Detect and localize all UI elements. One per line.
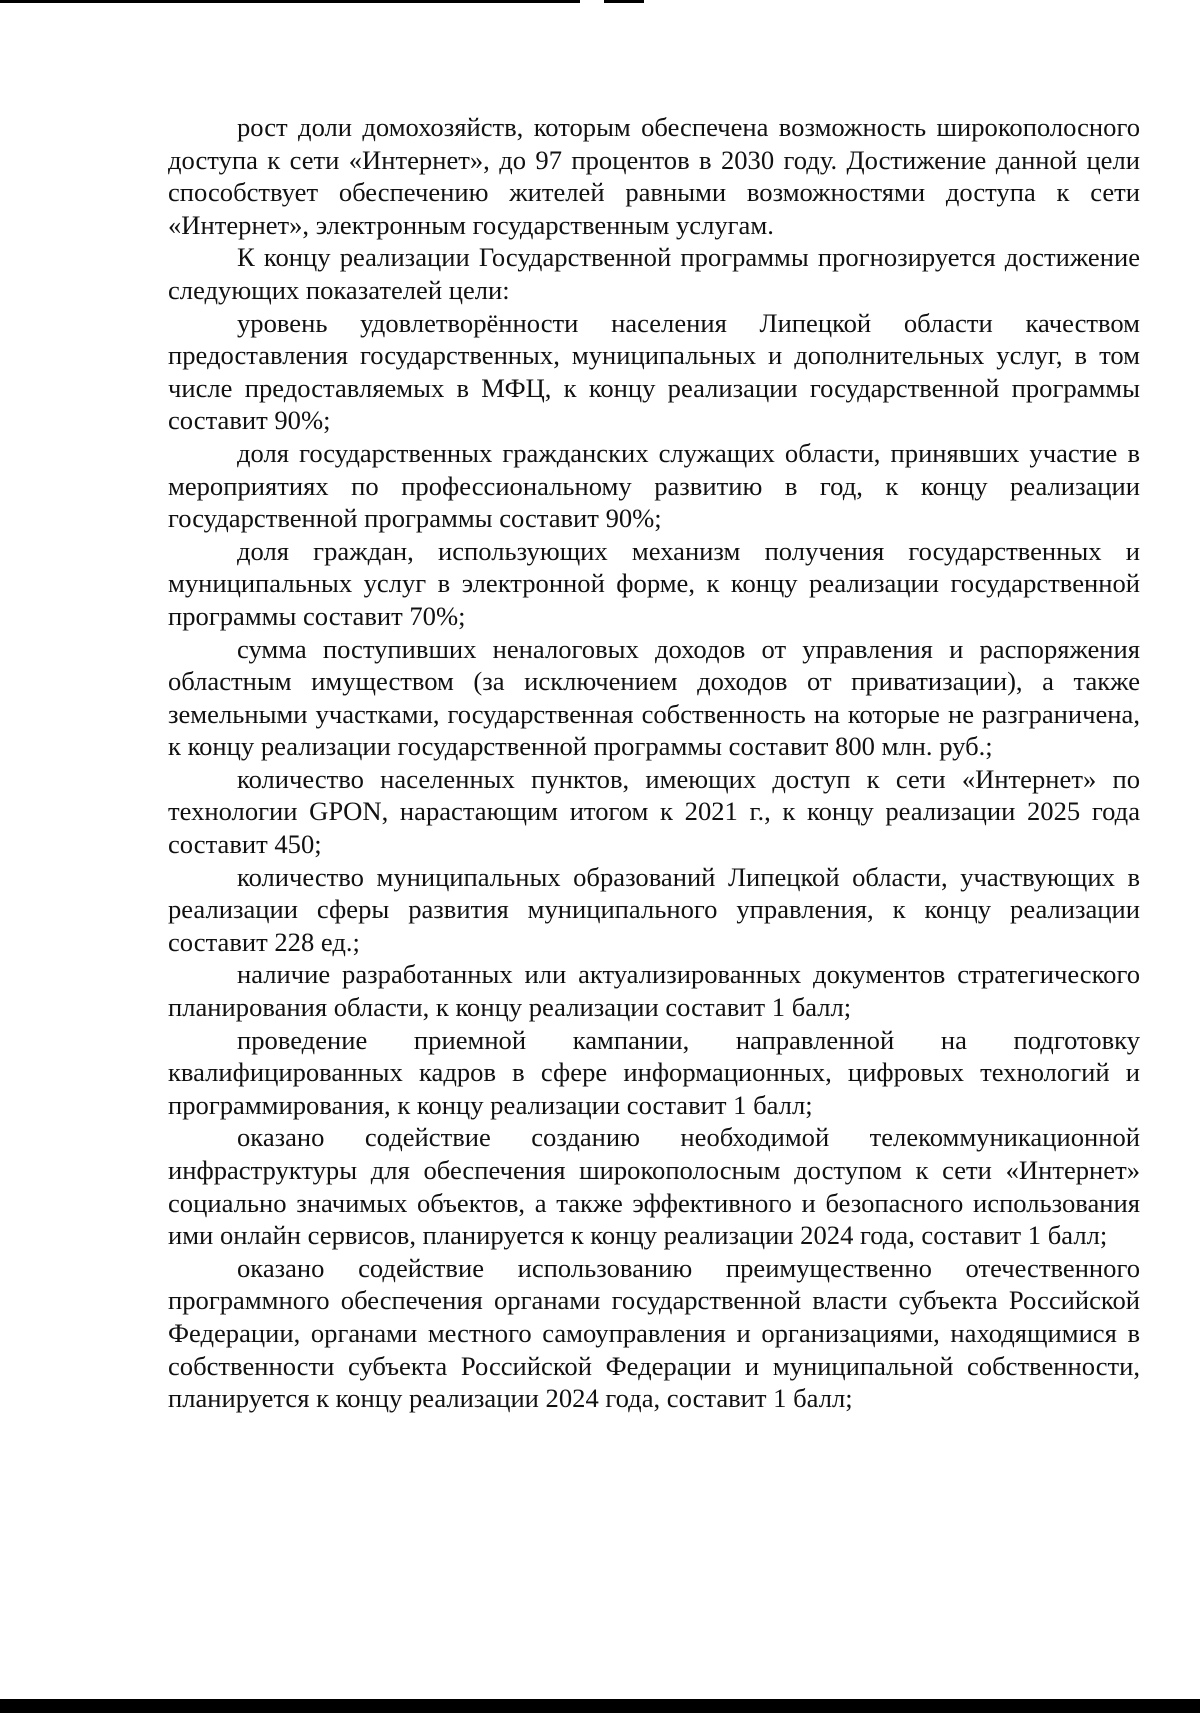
paragraph-admission-campaign: проведение приемной кампании, направленной на подготовку квалифицированных кадров в сфере информационных, цифровых технологий и программирования, к концу реализации составит 1 балл; xyxy=(168,1024,1140,1120)
paragraph-satisfaction-level: уровень удовлетворённости населения Липецкой области качеством предоставления государственных, муниципальных и дополнительных услуг, в том числе предоставляемых в МФЦ, к концу реализации государственной программы составит 90%; xyxy=(168,307,1140,436)
paragraph-electronic-services: доля граждан, использующих механизм получения государственных и муниципальных услуг в электронной форме, к концу реализации государственной программы составит 70%; xyxy=(168,535,1140,631)
paragraph-telecom-infrastructure: оказано содействие созданию необходимой телекоммуникационной инфраструктуры для обеспечения широкополосным доступом к сети «Интернет» социально значимых объектов, а также эффективного и безопасного использования ими онлайн сервисов, планируется к концу реализации 2024 года, составит 1 балл; xyxy=(168,1122,1140,1251)
paragraph-broadband-households: рост доли домохозяйств, которым обеспечена возможность широкополосного доступа к сети «Интернет», до 97 процентов в 2030 году. Достижение данной цели способствует обеспечению жителей равными возможностями доступа к сети «Интернет», электронным государственным услугам. xyxy=(168,112,1140,240)
paragraph-non-tax-revenue: сумма поступивших неналоговых доходов от управления и распоряжения областным имуществом (за исключением доходов от приватизации), а также земельными участками, государственная собственность на которые не разграничена, к концу реализации государственной программы составит 800 млн. руб.; xyxy=(168,633,1140,762)
scan-bottom-edge-bar xyxy=(0,1699,1200,1713)
paragraph-civil-servants-training: доля государственных гражданских служащих области, принявших участие в мероприятиях по профессиональному развитию в год, к концу реализации государственной программы составит 90%; xyxy=(168,437,1140,534)
paragraph-strategic-planning: наличие разработанных или актуализированных документов стратегического планирования области, к концу реализации составит 1 балл; xyxy=(168,959,1140,1023)
document-page xyxy=(168,111,1140,1415)
paragraph-domestic-software: оказано содействие использованию преимущественно отечественного программного обеспечения органами государственной власти субъекта Российской Федерации, органами местного самоуправления и организациями, находящимися в собственности субъекта Российской Федерации и муниципальной собственности, планируется к концу реализации 2024 года, составит 1 балл; xyxy=(168,1252,1140,1414)
paragraph-municipalities: количество муниципальных образований Липецкой области, участвующих в реализации сферы развития муниципального управления, к концу реализации составит 228 ед.; xyxy=(168,861,1140,957)
paragraph-gpon-settlements: количество населенных пунктов, имеющих доступ к сети «Интернет» по технологии GPON, нарастающим итогом к 2021 г., к концу реализации 2025 года составит 450; xyxy=(168,763,1140,860)
scan-top-edge-line xyxy=(0,0,580,3)
paragraph-indicators-intro: К концу реализации Государственной программы прогнозируется достижение следующих показателей цели: xyxy=(168,242,1140,305)
scan-top-edge-dash xyxy=(604,0,644,3)
